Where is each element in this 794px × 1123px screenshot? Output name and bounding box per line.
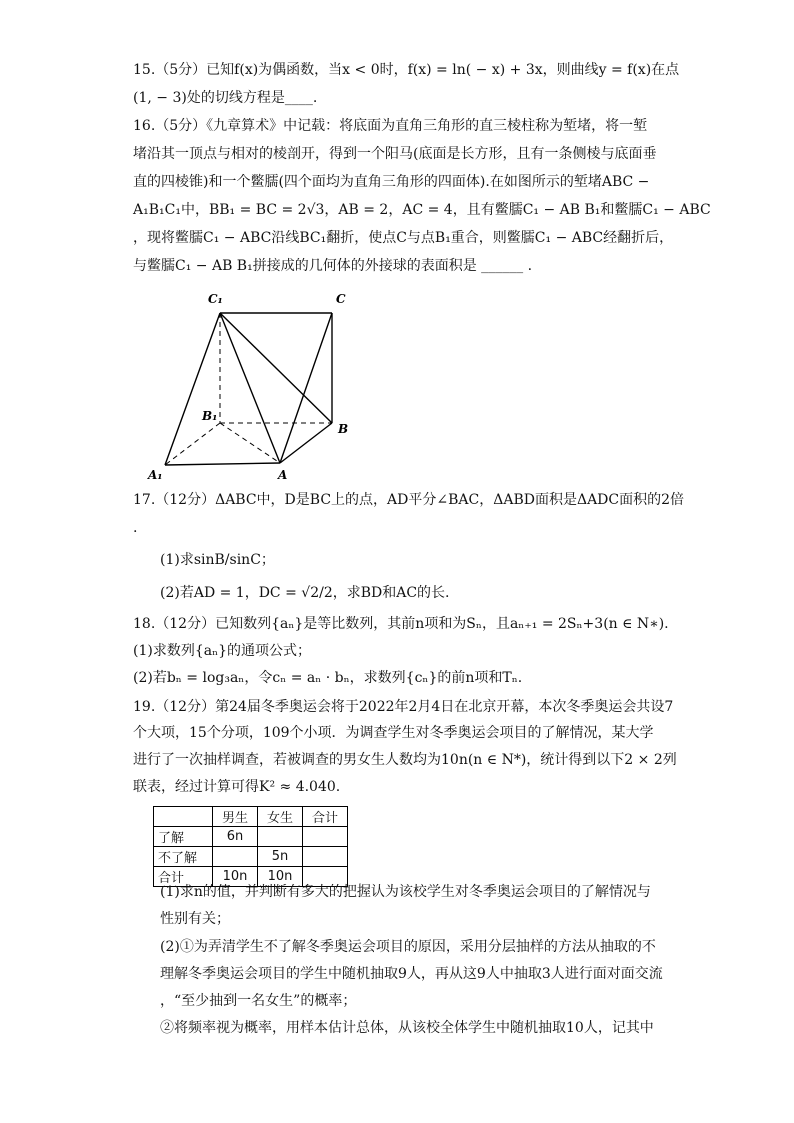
q19-line4: 联表，经过计算可得K² ≈ 4.040.	[133, 779, 341, 795]
edge-c1-a	[220, 313, 280, 463]
table-header-cell: 男生	[213, 807, 258, 827]
q19-p2a: (2)①为弄清学生不了解冬季奥运会项目的原因，采用分层抽样的方法从抽取的不	[160, 939, 656, 955]
table-cell	[258, 827, 303, 847]
label-a: A	[278, 468, 288, 482]
q16-line5: ，现将鳖臑C₁ − ABC沿线BC₁翻折，使点C与点B₁重合，则鳖臑C₁ − ABC经翻折后，	[133, 230, 674, 246]
q16-line3: 直的四棱锥)和一个鳖臑(四个面均为直角三角形的四面体).在如图所示的堑堵ABC −	[133, 174, 650, 190]
q16-line1: 16.（5分）《九章算术》中记载：将底面为直角三角形的直三棱柱称为堑堵，将一堑	[133, 118, 648, 134]
q15-line1: 15.（5分）已知f(x)为偶函数，当x < 0时，f(x) = ln( − x) + 3x，则曲线y = f(x)在点	[133, 62, 680, 78]
q15-line2: (1, − 3)处的切线方程是____.	[133, 90, 318, 106]
q19-line3: 进行了一次抽样调查，若被调查的男女生人数均为10n(n ∈ N*)，统计得到以下2 × 2列	[133, 752, 677, 768]
edge-b1-a-dashed	[220, 423, 280, 463]
edge-c-a	[280, 313, 332, 463]
q18-part2: (2)若bₙ = log₃aₙ，令cₙ = aₙ · bₙ，求数列{cₙ}的前n项和Tₙ.	[133, 670, 523, 686]
table-header-cell: 合计	[303, 807, 348, 827]
table-header-cell	[154, 807, 213, 827]
table-cell: 10n	[258, 867, 303, 887]
edge-c1-a1	[165, 313, 220, 465]
table-cell	[303, 827, 348, 847]
q16-line6: 与鳖臑C₁ − AB B₁拼接成的几何体的外接球的表面积是 ______ .	[133, 258, 533, 274]
label-b1: B₁	[202, 409, 218, 423]
table-row	[154, 827, 348, 847]
q19-p1a: (1)求n的值，并判断有多大的把握认为该校学生对冬季奥运会项目的了解情况与	[160, 884, 651, 900]
q17-part1: (1)求sinB/sinC；	[160, 552, 275, 568]
table-row	[154, 847, 348, 867]
table-cell: 10n	[213, 867, 258, 887]
q17-part2: (2)若AD = 1，DC = √2/2，求BD和AC的长.	[160, 585, 450, 601]
q19-p2c: ，“至少抽到一名女生”的概率；	[160, 993, 357, 1009]
edge-a1-a	[165, 463, 280, 465]
table-cell: 5n	[258, 847, 303, 867]
table-header-row	[154, 807, 348, 827]
label-c: C	[336, 292, 346, 306]
prism-figure	[140, 285, 360, 485]
q19-p2b: 理解冬季奥运会项目的学生中随机抽取9人，再从这9人中抽取3人进行面对面交流	[160, 966, 663, 982]
table-cell	[213, 847, 258, 867]
table-cell: 6n	[213, 827, 258, 847]
table-cell	[303, 847, 348, 867]
edge-a-b	[280, 423, 332, 463]
q16-line2: 堵沿其一顶点与相对的棱剖开，得到一个阳马(底面是长方形，且有一条侧棱与底面垂	[133, 146, 657, 162]
q16-line4: A₁B₁C₁中，BB₁ = BC = 2√3，AB = 2，AC = 4，且有鳖臑C₁ − AB B₁和鳖臑C₁ − ABC	[133, 202, 711, 218]
label-b: B	[338, 422, 349, 436]
q19-p1b: 性别有关；	[160, 911, 230, 927]
q17-line2: .	[133, 520, 138, 536]
label-c1: C₁	[208, 292, 223, 306]
table-cell: 了解	[154, 827, 213, 847]
q19-line1: 19.（12分）第24届冬季奥运会将于2022年2月4日在北京开幕，本次冬季奥运会共设7	[133, 699, 674, 715]
table-cell: 不了解	[154, 847, 213, 867]
q17-line1: 17.（12分）ΔABC中，D是BC上的点，AD平分∠BAC，ΔABD面积是ΔADC面积的2倍	[133, 492, 685, 508]
edge-c1-b	[220, 313, 332, 423]
q18-part1: (1)求数列{aₙ}的通项公式；	[133, 643, 312, 659]
label-a1: A₁	[148, 468, 163, 482]
table-header-cell: 女生	[258, 807, 303, 827]
q19-p2d: ②将频率视为概率，用样本估计总体，从该校全体学生中随机抽取10人，记其中	[160, 1020, 654, 1036]
contingency-table	[153, 806, 348, 887]
q18-line1: 18.（12分）已知数列{aₙ}是等比数列，其前n项和为Sₙ，且aₙ₊₁ = 2Sₙ+3(n ∈ N∗).	[133, 616, 669, 632]
q19-line2: 个大项，15个分项，109个小项．为调查学生对冬季奥运会项目的了解情况，某大学	[133, 725, 654, 741]
table-cell: 合计	[154, 867, 213, 887]
